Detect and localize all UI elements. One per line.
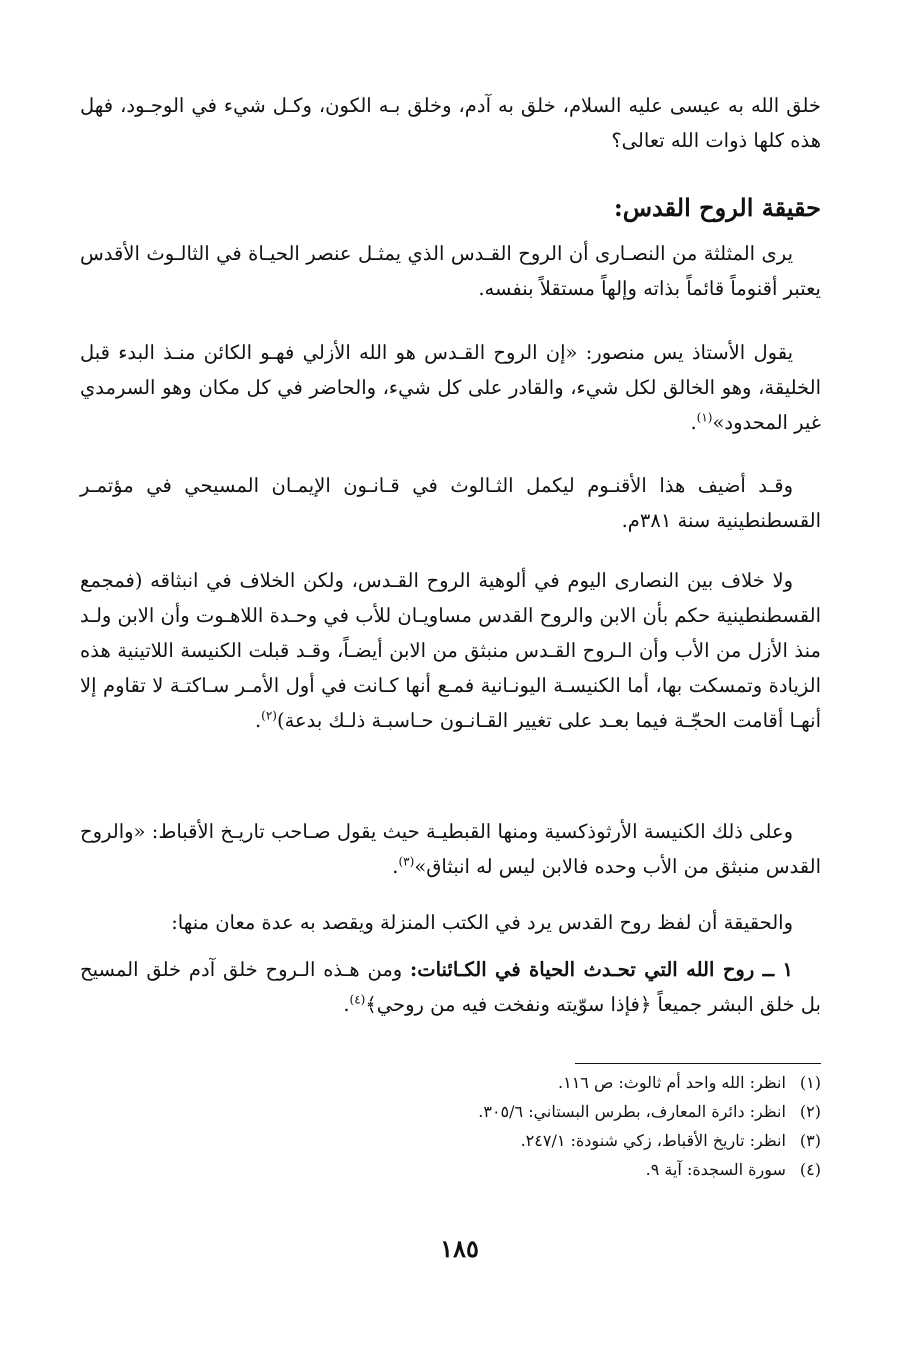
footnote-ref-1[interactable]: (١) [696, 410, 713, 425]
footnote-number: (٤) [799, 1160, 821, 1179]
paragraph-continuation [80, 88, 821, 158]
paragraph-text: وقـد أضيف هذا الأقنـوم ليكمل الثـالوث في قـانـون الإيمـان المسيحي في مؤتمـر القسطنطينية سنة ٣٨١م. [80, 474, 821, 532]
section-heading: حقيقة الروح القدس: [613, 193, 821, 222]
paragraph-meaning-1: ١ ــ روح الله التي تحـدث الحياة في الكـائنات: ومن هـذه الـروح خلق آدم خلق المسيح بل خلق البشر جميعاً ﴿فإذا سوّيته ونفخت فيه من روحي﴾$^{(٤)}$. [80, 958, 821, 1016]
paragraph-text: ولا خلاف بين النصارى اليوم في ألوهية الروح القـدس، ولكن الخلاف في انبثاقه (فمجمع القسطنطينية حكم بأن الابن والروح القدس مساويـان للأب في وحـدة اللاهـوت وأن الابن ولـد منذ الأزل من الأب وأن الـروح القـدس منبثق من الابن أيضـاً، وقـد قبلت الكنيسة اللاتينية هذه الزيادة وتمسكت بها، أما الكنيسـة اليونـانية فمـع أنها كـانت في أول الأمـر سـاكتـة لا تقاوم إلا أنهـا أقامت الحجّـة فيما بعـد على تغيير القـانـون حـاسبـة ذلـك بدعة) [80, 569, 821, 732]
footnote-divider [575, 1063, 821, 1064]
paragraph-yassin-quote: يقول الأستاذ يس منصور: «إن الروح القـدس هو الله الأزلي فهـو الكائن منـذ البدء قبل الخليقة، وهو الخالق لكل شيء، والقادر على كل شيء، والحاضر في كل مكان وهو السرمدي غير المحدود»$^{(١)}$. [80, 341, 821, 434]
footnote-text: انظر: دائرة المعارف، بطرس البستاني: ٣٠٥/٦. [478, 1102, 786, 1121]
paragraph-text: يقول الأستاذ يس منصور: «إن الروح القـدس هو الله الأزلي فهـو الكائن منـذ البدء قبل الخليقة، وهو الخالق لكل شيء، والقادر على كل شيء، والحاضر في كل مكان وهو السرمدي غير المحدود» [80, 341, 821, 434]
footnote-text: انظر: تاريخ الأقباط، زكي شنودة: ٢٤٧/١. [520, 1131, 786, 1150]
paragraph-text: خلق الله به عيسى عليه السلام، خلق به آدم، وخلق بـه الكون، وكـل شيء في الوجـود، فهل هذه كلها ذوات الله تعالى؟ [80, 94, 821, 152]
footnote-ref-2[interactable]: (٢) [261, 708, 277, 723]
footnote-text: سورة السجدة: آية ٩. [645, 1160, 786, 1179]
footnote-number: (٢) [799, 1102, 821, 1121]
footnote-item [300, 1126, 821, 1155]
paragraph-text: والحقيقة أن لفظ روح القدس يرد في الكتب المنزلة ويقصد به عدة معان منها: [171, 911, 793, 934]
paragraph-text: وعلى ذلك الكنيسة الأرثوذكسية ومنها القبطيـة حيث يقول صـاحب تاريـخ الأقباط: «والروح القدس منبثق من الأب وحده فالابن ليس له انبثاق» [80, 820, 821, 878]
footnote-text: انظر: الله واحد أم ثالوث: ص ١١٦. [558, 1073, 786, 1092]
footnote-ref-4[interactable]: (٤) [349, 992, 366, 1007]
footnote-number: (١) [799, 1073, 821, 1092]
paragraph-procession: ولا خلاف بين النصارى اليوم في ألوهية الروح القـدس، ولكن الخلاف في انبثاقه (فمجمع القسطنطينية حكم بأن الابن والروح القدس مساويـان للأب في وحـدة اللاهـوت وأن الابن ولـد منذ الأزل من الأب وأن الـروح القـدس منبثق من الابن أيضـاً، وقـد قبلت الكنيسة اللاتينية هذه الزيادة وتمسكت بها، أما الكنيسـة اليونـانية فمـع أنها كـانت في أول الأمـر سـاكتـة لا تقاوم إلا أنهـا أقامت الحجّـة فيما بعـد على تغيير القـانـون حـاسبـة ذلـك بدعة)$^{(٢)}$. [80, 569, 821, 732]
meaning-1-title: ١ ــ روح الله التي تحـدث الحياة في الكـائنات: [410, 958, 793, 981]
footnotes-list [300, 1068, 821, 1184]
paragraph-trinity-view [80, 236, 821, 306]
paragraph-text: ومن هـذه الـروح خلق آدم خلق المسيح بل خلق البشر جميعاً ﴿فإذا سوّيته ونفخت فيه من روحي﴾ [80, 958, 821, 1016]
page-number: ١٨٥ [440, 1234, 479, 1263]
footnote-number: (٣) [799, 1131, 821, 1150]
paragraph-constantinople [80, 468, 821, 538]
footnote-item [300, 1068, 821, 1097]
footnote-item [300, 1097, 821, 1126]
footnote-item [300, 1155, 821, 1184]
footnote-ref-3[interactable]: (٣) [398, 854, 415, 869]
paragraph-meanings [80, 905, 821, 940]
paragraph-text: يرى المثلثة من النصـارى أن الروح القـدس الذي يمثـل عنصر الحيـاة في الثالـوث الأقدس يعتبر أقنوماً قائماً بذاته وإلهاً مستقلاً بنفسه. [80, 242, 821, 300]
paragraph-orthodox: وعلى ذلك الكنيسة الأرثوذكسية ومنها القبطيـة حيث يقول صـاحب تاريـخ الأقباط: «والروح القدس منبثق من الأب وحده فالابن ليس له انبثاق»$^{(٣)}$. [80, 820, 821, 878]
